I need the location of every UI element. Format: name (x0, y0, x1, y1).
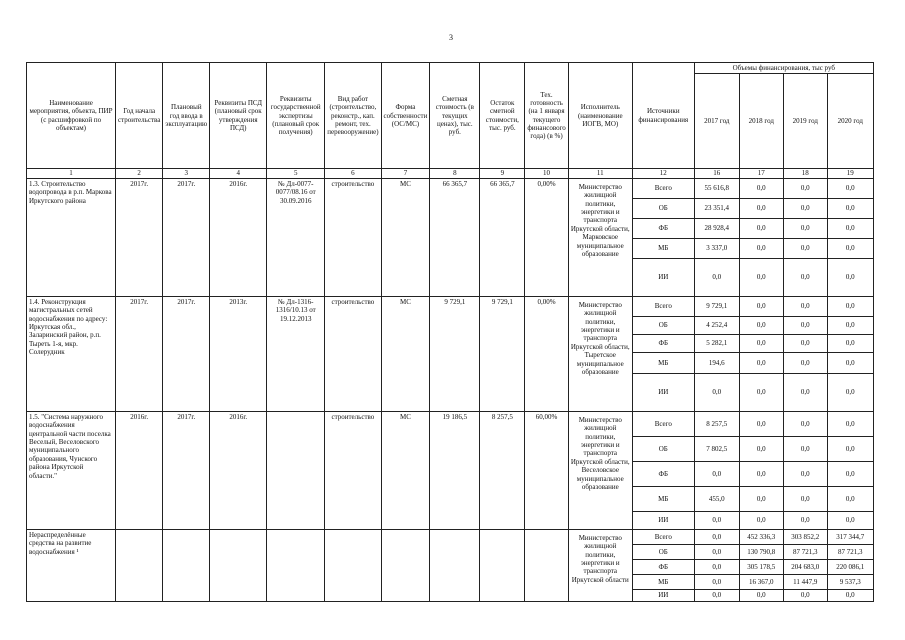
funding-source: ФБ (632, 559, 694, 574)
funding-source: ИИ (632, 511, 694, 529)
funding-2017: 0,0 (694, 559, 739, 574)
readiness: 0,00% (525, 178, 568, 296)
funding-2019: 0,0 (783, 178, 827, 198)
funding-2020: 9 537,3 (827, 574, 873, 589)
header-2018: 2018 год (739, 74, 783, 169)
funding-2019: 0,0 (783, 461, 827, 486)
funding-2017: 0,0 (694, 574, 739, 589)
funding-2017: 0,0 (694, 461, 739, 486)
funding-2018: 305 178,5 (739, 559, 783, 574)
funding-2019: 0,0 (783, 411, 827, 436)
funding-2020: 0,0 (827, 198, 873, 218)
funding-source: МБ (632, 486, 694, 511)
funding-2020: 0,0 (827, 334, 873, 352)
funding-source: ИИ (632, 373, 694, 411)
funding-2017: 0,0 (694, 373, 739, 411)
funding-2018: 0,0 (739, 461, 783, 486)
funding-2017: 455,0 (694, 486, 739, 511)
funding-source: Всего (632, 411, 694, 436)
funding-source: ИИ (632, 589, 694, 601)
column-number: 8 (430, 169, 480, 178)
header-2019: 2019 год (783, 74, 827, 169)
funding-2017: 7 802,5 (694, 436, 739, 461)
funding-2017: 23 351,4 (694, 198, 739, 218)
funding-2017: 5 282,1 (694, 334, 739, 352)
expertise-details: № Дл-0077-0077/08.16 от 30.09.2016 (267, 178, 325, 296)
funding-2020: 0,0 (827, 486, 873, 511)
header-work-type: Вид работ (строительство, реконстр., кап. ремонт, тех. перевооружение) (325, 63, 381, 169)
work-type (325, 529, 381, 601)
funding-source: Всего (632, 529, 694, 544)
funding-source: Всего (632, 178, 694, 198)
column-number: 9 (480, 169, 525, 178)
funding-2017: 3 337,0 (694, 238, 739, 258)
object-name: 1.4. Реконструкция магистральных сетей водоснабжения по адресу: Иркутская обл., Заларинский район, р.п. Тыреть 1-я, мкр. Солерудник (27, 296, 116, 411)
estimated-cost: 19 186,5 (430, 411, 480, 529)
header-readiness: Тех. готовность (на 1 января текущего финансового года) (в %) (525, 63, 568, 169)
funding-2018: 0,0 (739, 258, 783, 296)
funding-2018: 0,0 (739, 589, 783, 601)
executor: Министерство жилищной политики, энергетики и транспорта Иркутской области, Марковское муниципальное образование (568, 178, 632, 296)
header-executor: Исполнитель (наименование ИОГВ, МО) (568, 63, 632, 169)
funding-2020: 87 721,3 (827, 544, 873, 559)
funding-source: ОБ (632, 436, 694, 461)
funding-source: ИИ (632, 258, 694, 296)
funding-2017: 194,6 (694, 352, 739, 373)
funding-source: ОБ (632, 198, 694, 218)
funding-source: МБ (632, 352, 694, 373)
executor: Министерство жилищной политики, энергетики и транспорта Иркутской области, Тыретское муниципальное образование (568, 296, 632, 411)
header-funding-group: Объемы финансирования, тыс руб (694, 63, 873, 74)
funding-2018: 0,0 (739, 296, 783, 316)
funding-2018: 0,0 (739, 316, 783, 334)
header-expertise: Реквизиты государственной экспертизы (плановый срок получения) (267, 63, 325, 169)
funding-2019: 11 447,9 (783, 574, 827, 589)
readiness: 0,00% (525, 296, 568, 411)
object-name: 1.5. "Система наружного водоснабжения центральной части поселка Веселый, Веселовского муниципального образования, Чунского района Иркутской области." (27, 411, 116, 529)
column-number: 18 (783, 169, 827, 178)
financing-table (26, 62, 874, 602)
funding-2019: 0,0 (783, 436, 827, 461)
funding-2017: 0,0 (694, 529, 739, 544)
funding-2018: 0,0 (739, 198, 783, 218)
funding-2019: 303 852,2 (783, 529, 827, 544)
ownership: МС (381, 178, 430, 296)
funding-2018: 0,0 (739, 218, 783, 238)
funding-source: ОБ (632, 316, 694, 334)
funding-2017: 0,0 (694, 511, 739, 529)
funding-2017: 0,0 (694, 544, 739, 559)
column-number: 6 (325, 169, 381, 178)
header-sources: Источники финансирования (632, 63, 694, 169)
column-number: 2 (116, 169, 163, 178)
column-number: 4 (210, 169, 267, 178)
header-ownership: Форма собственности (ОС/МС) (381, 63, 430, 169)
start-year: 2017г. (116, 296, 163, 411)
funding-2019: 0,0 (783, 373, 827, 411)
funding-2019: 0,0 (783, 258, 827, 296)
column-number-row (27, 169, 874, 178)
estimated-cost (430, 529, 480, 601)
page-number: 3 (449, 33, 453, 42)
funding-2017: 28 928,4 (694, 218, 739, 238)
funding-2017: 55 616,8 (694, 178, 739, 198)
psd-date: 2016г. (210, 178, 267, 296)
column-number: 10 (525, 169, 568, 178)
remaining-cost: 66 365,7 (480, 178, 525, 296)
funding-2019: 204 683,0 (783, 559, 827, 574)
column-number: 1 (27, 169, 116, 178)
column-number: 17 (739, 169, 783, 178)
funding-2020: 0,0 (827, 373, 873, 411)
funding-2018: 0,0 (739, 486, 783, 511)
object-name: Нераспределённые средства на развитие водоснабжения ¹ (27, 529, 116, 601)
object-name: 1.3. Строительство водопровода в р.п. Маркова Иркутского района (27, 178, 116, 296)
funding-2017: 0,0 (694, 589, 739, 601)
header-2017: 2017 год (694, 74, 739, 169)
work-type: строительство (325, 296, 381, 411)
funding-2018: 0,0 (739, 436, 783, 461)
funding-2019: 0,0 (783, 296, 827, 316)
table-row (27, 296, 874, 316)
funding-2018: 0,0 (739, 511, 783, 529)
header-start-year: Год начала строительства (116, 63, 163, 169)
column-number: 5 (267, 169, 325, 178)
funding-2019: 0,0 (783, 352, 827, 373)
plan-year (163, 529, 210, 601)
funding-2019: 87 721,3 (783, 544, 827, 559)
funding-2020: 0,0 (827, 411, 873, 436)
remaining-cost: 8 257,5 (480, 411, 525, 529)
funding-2019: 0,0 (783, 511, 827, 529)
column-number: 3 (163, 169, 210, 178)
expertise-details (267, 529, 325, 601)
funding-source: МБ (632, 574, 694, 589)
funding-source: ФБ (632, 461, 694, 486)
header-psd: Реквизиты ПСД (плановый срок утверждения ПСД) (210, 63, 267, 169)
header-name: Наименование мероприятия, объекта, ПИР (с расшифровкой по объектам) (27, 63, 116, 169)
funding-2019: 0,0 (783, 218, 827, 238)
funding-2020: 0,0 (827, 258, 873, 296)
funding-source: ФБ (632, 334, 694, 352)
ownership: МС (381, 296, 430, 411)
ownership (381, 529, 430, 601)
funding-2018: 0,0 (739, 373, 783, 411)
table-row (27, 411, 874, 436)
funding-2019: 0,0 (783, 238, 827, 258)
funding-2019: 0,0 (783, 198, 827, 218)
expertise-details: № Дл-1316-1316/10.13 от 19.12.2013 (267, 296, 325, 411)
funding-2020: 0,0 (827, 461, 873, 486)
plan-year: 2017г. (163, 296, 210, 411)
column-number: 7 (381, 169, 430, 178)
column-number: 11 (568, 169, 632, 178)
psd-date: 2016г. (210, 411, 267, 529)
funding-2018: 130 790,8 (739, 544, 783, 559)
psd-date: 2013г. (210, 296, 267, 411)
readiness (525, 529, 568, 601)
start-year (116, 529, 163, 601)
funding-2020: 0,0 (827, 238, 873, 258)
funding-2020: 0,0 (827, 511, 873, 529)
funding-2020: 0,0 (827, 296, 873, 316)
funding-2018: 0,0 (739, 238, 783, 258)
estimated-cost: 9 729,1 (430, 296, 480, 411)
expertise-details (267, 411, 325, 529)
start-year: 2017г. (116, 178, 163, 296)
funding-2020: 0,0 (827, 218, 873, 238)
ownership: МС (381, 411, 430, 529)
estimated-cost: 66 365,7 (430, 178, 480, 296)
column-number: 12 (632, 169, 694, 178)
psd-date (210, 529, 267, 601)
funding-2019: 0,0 (783, 334, 827, 352)
readiness: 60,00% (525, 411, 568, 529)
funding-2019: 0,0 (783, 486, 827, 511)
funding-source: ОБ (632, 544, 694, 559)
funding-2020: 0,0 (827, 589, 873, 601)
remaining-cost (480, 529, 525, 601)
funding-source: Всего (632, 296, 694, 316)
plan-year: 2017г. (163, 178, 210, 296)
header-remaining-cost: Остаток сметной стоимости, тыс. руб. (480, 63, 525, 169)
remaining-cost: 9 729,1 (480, 296, 525, 411)
header-estimated-cost: Сметная стоимость (в текущих ценах), тыс. руб. (430, 63, 480, 169)
funding-2020: 0,0 (827, 316, 873, 334)
header-plan-year: Плановый год ввода в эксплуатацию (163, 63, 210, 169)
funding-2020: 220 086,1 (827, 559, 873, 574)
executor: Министерство жилищной политики, энергетики и транспорта Иркутской области, Веселовское муниципальное образование (568, 411, 632, 529)
funding-2020: 317 344,7 (827, 529, 873, 544)
funding-2018: 16 367,0 (739, 574, 783, 589)
funding-2019: 0,0 (783, 589, 827, 601)
funding-2018: 0,0 (739, 411, 783, 436)
funding-2018: 0,0 (739, 178, 783, 198)
funding-2020: 0,0 (827, 352, 873, 373)
funding-2018: 0,0 (739, 352, 783, 373)
funding-source: ФБ (632, 218, 694, 238)
funding-2017: 0,0 (694, 258, 739, 296)
funding-2019: 0,0 (783, 316, 827, 334)
column-number: 19 (827, 169, 873, 178)
column-number: 16 (694, 169, 739, 178)
funding-2017: 4 252,4 (694, 316, 739, 334)
work-type: строительство (325, 411, 381, 529)
funding-2020: 0,0 (827, 178, 873, 198)
funding-2018: 452 336,3 (739, 529, 783, 544)
funding-2020: 0,0 (827, 436, 873, 461)
header-2020: 2020 год (827, 74, 873, 169)
funding-2018: 0,0 (739, 334, 783, 352)
start-year: 2016г. (116, 411, 163, 529)
funding-2017: 9 729,1 (694, 296, 739, 316)
plan-year: 2017г. (163, 411, 210, 529)
funding-2017: 8 257,5 (694, 411, 739, 436)
table-row (27, 178, 874, 198)
work-type: строительство (325, 178, 381, 296)
funding-source: МБ (632, 238, 694, 258)
executor: Министерство жилищной политики, энергетики и транспорта Иркутской области (568, 529, 632, 601)
table-row (27, 529, 874, 544)
